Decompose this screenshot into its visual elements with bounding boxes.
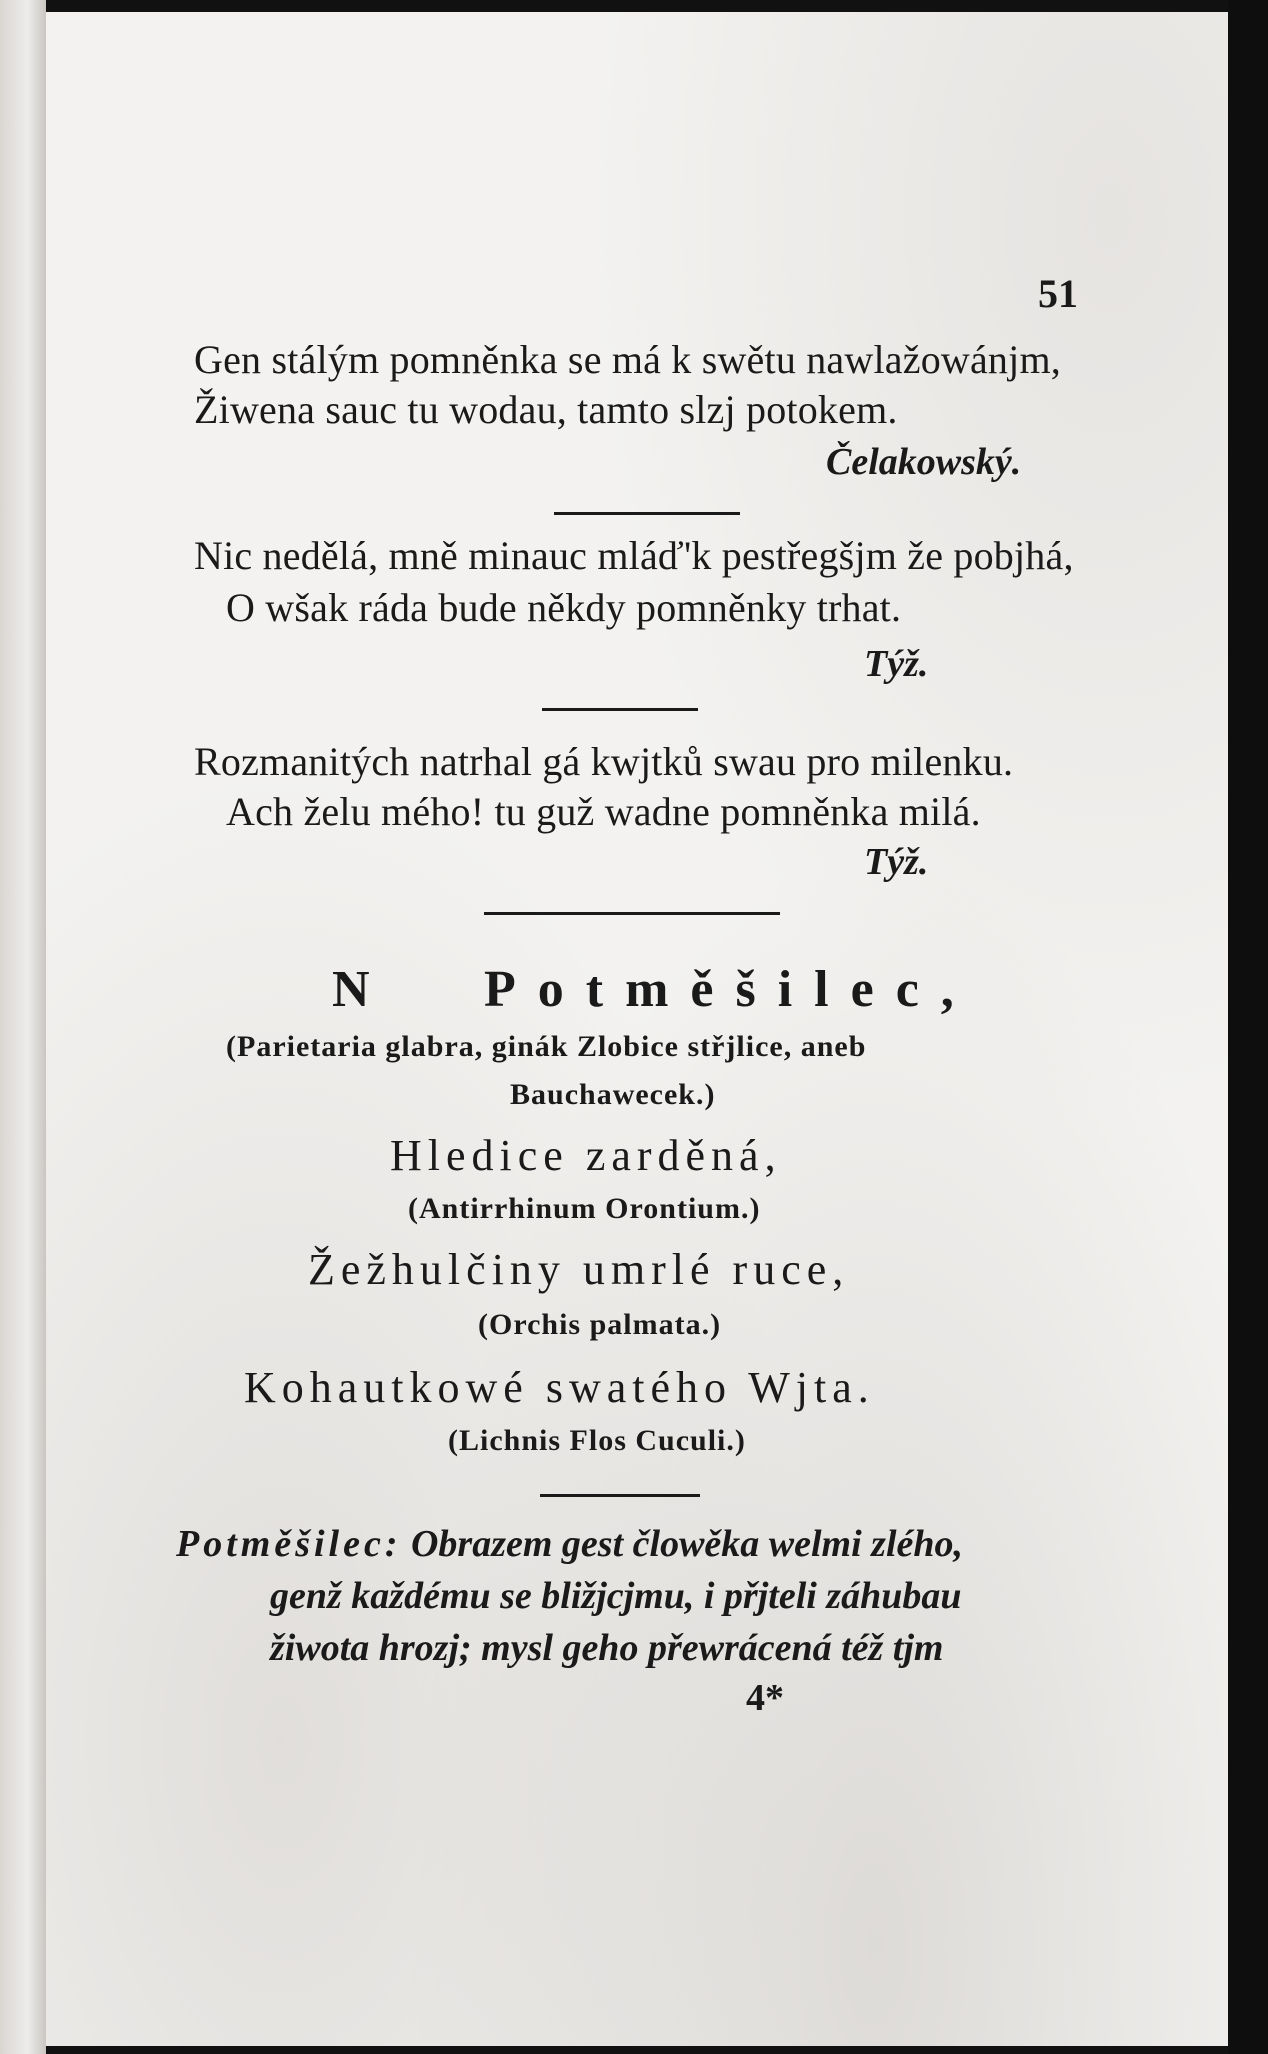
meaning-line: genž každému se bližjcjmu, i přjteli záhubau bbox=[270, 1575, 962, 1617]
latin-name: (Antirrhinum Orontium.) bbox=[408, 1192, 761, 1225]
common-name: Kohautkowé swatého Wjta. bbox=[244, 1363, 875, 1412]
common-name: Žežhulčiny umrlé ruce, bbox=[308, 1245, 850, 1294]
verse-line: Ach želu mého! tu guž wadne pomněnka milá. bbox=[226, 789, 981, 834]
verse-line: O wšak ráda bude někdy pomněnky trhat. bbox=[226, 585, 902, 630]
verse-attribution: Čelakowský. bbox=[826, 441, 1022, 483]
meaning-line: žiwota hrozj; mysl geho přewrácená též tjm bbox=[270, 1627, 944, 1669]
divider bbox=[484, 912, 780, 915]
latin-name: (Orchis palmata.) bbox=[478, 1308, 722, 1341]
latin-name: Bauchawecek.) bbox=[510, 1078, 716, 1111]
verse-line: Nic nedělá, mně minauc mláď'k pestřegšjm že pobjhá, bbox=[194, 533, 1074, 578]
book-gutter bbox=[0, 0, 46, 2054]
verse-attribution: Týž. bbox=[864, 841, 929, 883]
verse-attribution: Týž. bbox=[864, 643, 929, 685]
meaning-lead: Potměšilec: bbox=[176, 1523, 402, 1565]
meaning-text: Obrazem gest člowěka welmi zlého, bbox=[410, 1523, 964, 1565]
entry-title: Potměšilec, bbox=[484, 961, 976, 1018]
verse-line: Žiwena sauc tu wodau, tamto slzj potokem. bbox=[194, 387, 898, 432]
divider bbox=[540, 1494, 700, 1497]
common-name: Hledice zarděná, bbox=[390, 1131, 782, 1180]
book-page bbox=[46, 12, 1228, 2046]
verse-line: Rozmanitých natrhal gá kwjtků swau pro milenku. bbox=[194, 739, 1014, 784]
verse-line: Gen stálým pomněnka se má k swětu nawlažowánjm, bbox=[194, 337, 1061, 382]
latin-name: (Lichnis Flos Cuculi.) bbox=[448, 1424, 746, 1457]
page-number: 51 bbox=[1038, 271, 1078, 316]
divider bbox=[554, 512, 740, 515]
divider bbox=[542, 708, 698, 711]
signature-mark: 4* bbox=[746, 1677, 784, 1719]
latin-name: (Parietaria glabra, ginák Zlobice střjlice, aneb bbox=[226, 1030, 867, 1063]
scan-edge bbox=[1228, 0, 1268, 2054]
entry-letter: N bbox=[332, 961, 392, 1018]
meaning-line bbox=[176, 1522, 963, 1566]
